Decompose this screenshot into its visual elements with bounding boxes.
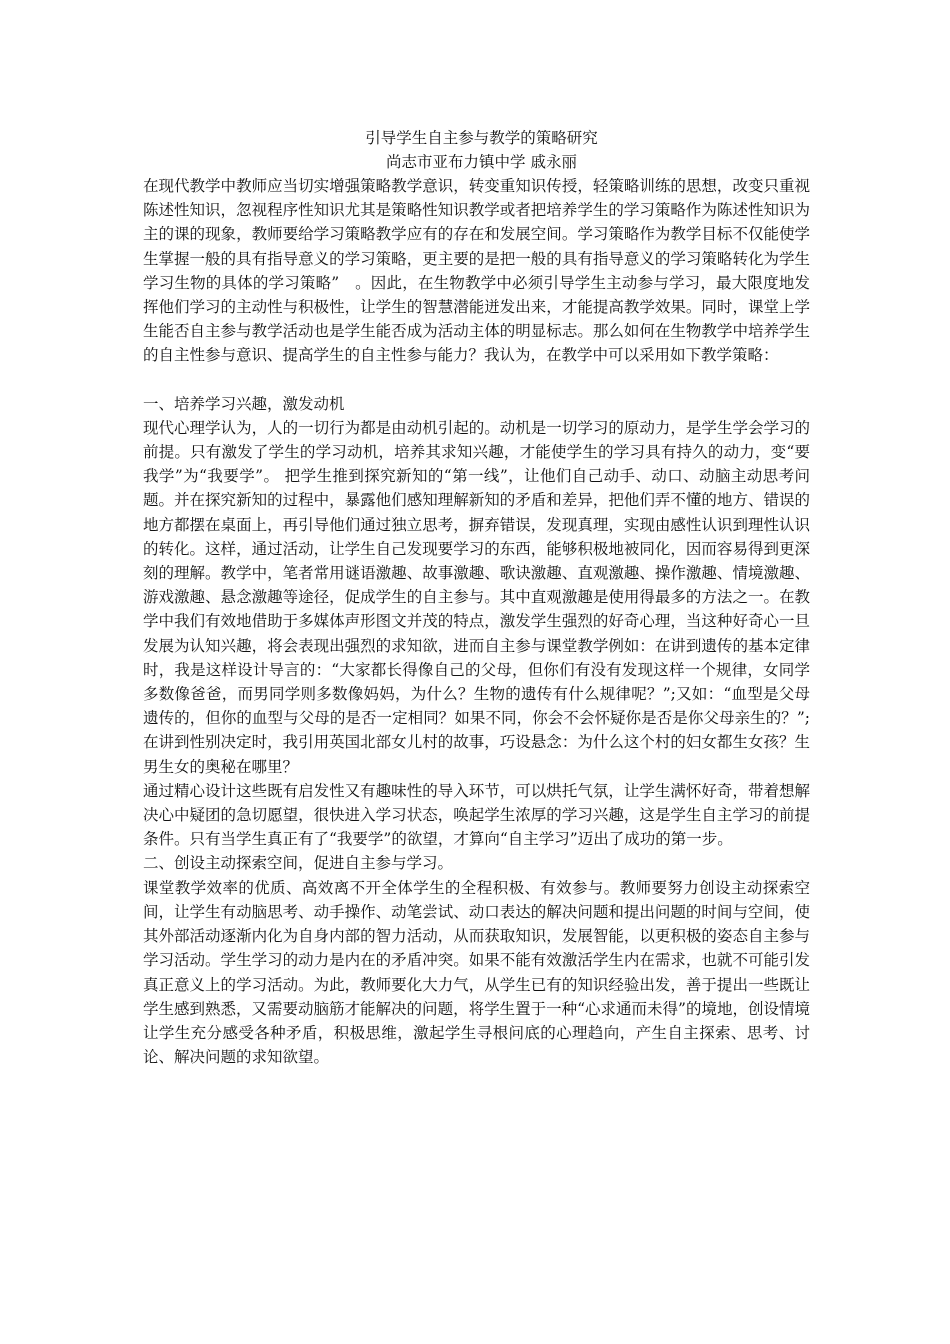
document-author: 尚志市亚布力镇中学 戚永丽 [386, 153, 577, 171]
paragraph-spacer [143, 368, 810, 392]
section-1-heading: 一、培养学习兴趣，激发动机 [143, 394, 345, 413]
section-2-heading: 二、创设主动探索空间，促进自主参与学习。 [143, 854, 454, 873]
section-1-paragraph-2: 通过精心设计这些既有启发性又有趣味性的导入环节，可以烘托气氛，让学生满怀好奇，带着想解决心中疑团的急切愿望，很快进入学习状态，唤起学生浓厚的学习兴趣，这是学生自主学习的前提条件。只有当学生真正有了“我要学”的欲望，才算向“自主学习”迈出了成功的第一步。 [143, 781, 810, 849]
document-page [143, 126, 810, 1069]
section-1-paragraph-1: 现代心理学认为，人的一切行为都是由动机引起的。动机是一切学习的原动力，是学生学会学习的前提。只有激发了学生的学习动机，培养其求知兴趣，才能使学生的学习具有持久的动力，变“要我学”为“我要学”。 把学生推到探究新知的“第一线”，让他们自己动手、动口、动脑主动思考问题。并在探究新知的过程中，暴露他们感知理解新知的矛盾和差异，把他们弄不懂的地方、错误的地方都摆在桌面上，再引导他们通过独立思考，摒弃错误，发现真理，实现由感性认识到理性认识的转化。这样，通过活动，让学生自己发现要学习的东西，能够积极地被同化，因而容易得到更深刻的理解。教学中，笔者常用谜语激趣、故事激趣、歌诀激趣、直观激趣、操作激趣、情境激趣、游戏激趣、悬念激趣等途径，促成学生的自主参与。其中直观激趣是使用得最多的方法之一。在教学中我们有效地借助于多媒体声形图文并茂的特点，激发学生强烈的好奇心理，当这种好奇心一旦发展为认知兴趣，将会表现出强烈的求知欲，进而自主参与课堂教学例如：在讲到遗传的基本定律时，我是这样设计导言的：“大家都长得像自己的父母，但你们有没有发现这样一个规律，女同学多数像爸爸，而男同学则多数像妈妈，为什么？生物的遗传有什么规律呢？”;又如：“血型是父母遗传的，但你的血型与父母的是否一定相同？如果不同，你会不会怀疑你是否是你父母亲生的？”;在讲到性别决定时，我引用英国北部女儿村的故事，巧设悬念：为什么这个村的妇女都生女孩？生男生女的奥秘在哪里？ [143, 418, 810, 776]
intro-paragraph: 在现代教学中教师应当切实增强策略教学意识，转变重知识传授，轻策略训练的思想，改变只重视陈述性知识，忽视程序性知识尤其是策略性知识教学或者把培养学生的学习策略作为陈述性知识为主的课的现象，教师要给学习策略教学应有的存在和发展空间。学习策略作为教学目标不仅能使学生掌握一般的具有指导意义的学习策略，更主要的是把一般的具有指导意义的学习策略转化为学生学习生物的具体的学习策略” 。因此，在生物教学中必须引导学生主动参与学习，最大限度地发挥他们学习的主动性与积极性，让学生的智慧潜能迸发出来，才能提高教学效果。同时，课堂上学生能否自主参与教学活动也是学生能否成为活动主体的明显标志。那么如何在生物教学中培养学生的自主性参与意识、提高学生的自主性参与能力？我认为，在教学中可以采用如下教学策略： [143, 177, 810, 365]
document-title: 引导学生自主参与教学的策略研究 [365, 129, 598, 147]
section-2-paragraph-1: 课堂教学效率的优质、高效离不开全体学生的全程积极、有效参与。教师要努力创设主动探索空间，让学生有动脑思考、动手操作、动笔尝试、动口表达的解决问题和提出问题的时间与空间，使其外部活动逐渐内化为自身内部的智力活动，从而获取知识，发展智能，以更积极的姿态自主参与学习活动。学生学习的动力是内在的矛盾冲突。如果不能有效激活学生内在需求，也就不可能引发真正意义上的学习活动。为此，教师要化大力气，从学生已有的知识经验出发，善于提出一些既让学生感到熟悉，又需要动脑筋才能解决的问题，将学生置于一种“心求通而未得”的境地，创设情境让学生充分感受各种矛盾，积极思维，激起学生寻根问底的心理趋向，产生自主探索、思考、讨论、解决问题的求知欲望。 [143, 878, 810, 1067]
